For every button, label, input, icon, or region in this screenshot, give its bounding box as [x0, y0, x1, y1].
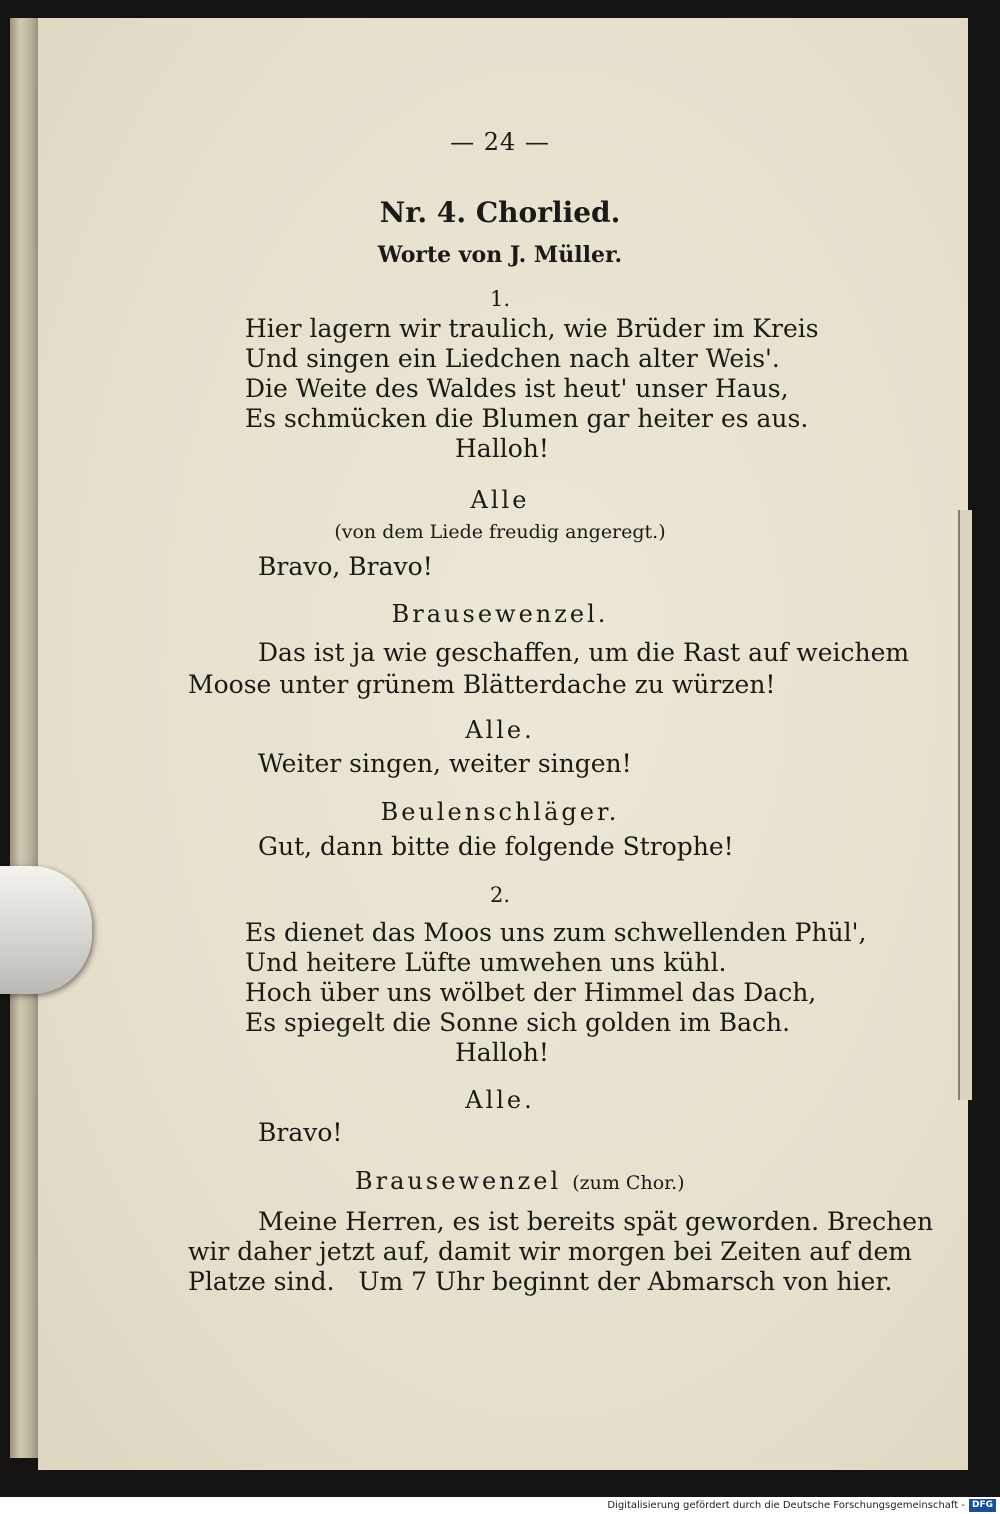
speaker-name: Alle	[470, 486, 530, 514]
dialogue-line: Bravo!	[258, 1118, 343, 1147]
verse-line: Und heitere Lüfte umwehen uns kühl.	[245, 948, 727, 977]
page-number: — 24 —	[450, 128, 550, 156]
funding-credit: Digitalisierung gefördert durch die Deutsche Forschungsgemeinschaft -	[607, 1500, 965, 1511]
stanza-number: 1.	[489, 287, 511, 311]
dialogue-line: wir daher jetzt auf, damit wir morgen bei Zeiten auf dem	[188, 1237, 912, 1266]
verse-line: Es dienet das Moos uns zum schwellenden Phül',	[245, 918, 867, 947]
dialogue-line: Platze sind. Um 7 Uhr beginnt der Abmarsch von hier.	[188, 1267, 893, 1296]
song-title: Nr. 4. Chorlied.	[379, 196, 621, 229]
speaker-name: Alle.	[465, 1086, 535, 1114]
dialogue-line: Gut, dann bitte die folgende Strophe!	[258, 832, 734, 861]
dialogue-line: Meine Herren, es ist bereits spät geworden. Brechen	[258, 1207, 934, 1236]
dialogue-line: Weiter singen, weiter singen!	[258, 749, 632, 778]
stage-direction: (von dem Liede freudig angeregt.)	[334, 521, 666, 543]
verse-line: Es spiegelt die Sonne sich golden im Bach.	[245, 1008, 791, 1037]
dialogue-line: Moose unter grünem Blätterdache zu würzen!	[188, 670, 776, 699]
verse-line: Es schmücken die Blumen gar heiter es aus.	[245, 404, 809, 433]
speaker-name: Brausewenzel	[355, 1167, 562, 1195]
dfg-logo: DFG	[969, 1499, 996, 1512]
verse-line: Hier lagern wir traulich, wie Brüder im Kreis	[245, 314, 819, 343]
dialogue-line: Das ist ja wie geschaffen, um die Rast auf weichem	[258, 638, 910, 667]
verse-line: Die Weite des Waldes ist heut' unser Haus,	[245, 374, 789, 403]
song-author: Worte von J. Müller.	[377, 242, 623, 268]
speaker-name: Beulenschläger.	[380, 798, 620, 826]
speaker-block	[355, 1167, 685, 1195]
speaker-name: Brausewenzel.	[391, 600, 609, 628]
speaker-name: Alle.	[465, 716, 535, 744]
verse-line: Hoch über uns wölbet der Himmel das Dach,	[245, 978, 817, 1007]
dialogue-line: Bravo, Bravo!	[258, 552, 433, 581]
stage-direction: (zum Chor.)	[572, 1172, 685, 1194]
stanza-number: 2.	[489, 883, 511, 907]
digitization-footer	[0, 1497, 1000, 1514]
refrain-call: Halloh!	[455, 434, 549, 463]
refrain-call: Halloh!	[455, 1038, 549, 1067]
verse-line: Und singen ein Liedchen nach alter Weis'.	[245, 344, 780, 373]
